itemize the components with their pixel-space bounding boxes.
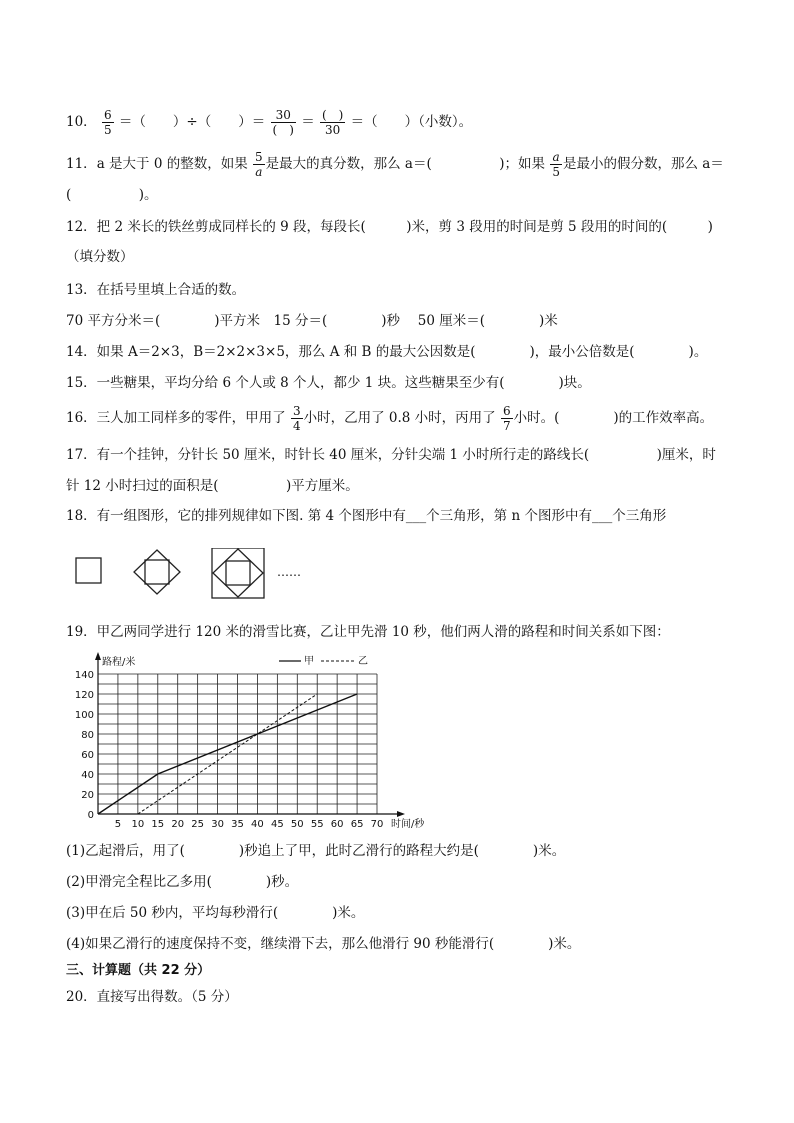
y-tick-label: 60 (81, 750, 94, 761)
figure-ellipsis: …… (277, 565, 301, 579)
q10-frac3-num: ( ) (322, 108, 344, 122)
x-tick-label: 50 (290, 819, 304, 830)
x-tick-label: 35 (231, 819, 244, 830)
question-15: 15．一些糖果，平均分给 6 个人或 8 个人，都少 1 块。这些糖果至少有( )块。 (66, 375, 591, 391)
q10-eq2: ＝ (301, 114, 315, 130)
figure-2-diamond (134, 550, 180, 594)
q11-f1-den: a (255, 165, 263, 179)
distance-time-chart (66, 652, 446, 834)
q13-line2: 70 平方分米＝( )平方米 15 分＝( )秒 50 厘米＝( )米 (66, 313, 558, 329)
y-tick-label: 0 (87, 810, 94, 821)
x-tick-label: 15 (151, 819, 165, 830)
q19-sub3: (3)甲在后 50 秒内，平均每秒滑行( )米。 (66, 905, 365, 921)
q11-text2: 是最大的真分数，那么 a＝( )；如果 (265, 156, 546, 172)
x-tick-label: 30 (211, 819, 224, 830)
section-3-title: 三、计算题（共 22 分） (66, 963, 211, 978)
question-11 (66, 150, 724, 179)
q16-f2-den: 7 (502, 419, 511, 433)
q10-frac2-den: ( ) (272, 123, 294, 137)
fraction-6-5 (102, 108, 114, 137)
q10-eq1: ＝（ ）÷（ ）＝ (118, 114, 266, 130)
q19-sub4: (4)如果乙滑行的速度保持不变，继续滑下去，那么他滑行 90 秒能滑行( )米。 (66, 936, 581, 952)
q12-line2: （填分数） (66, 249, 134, 265)
legend-jia-label: 甲 (304, 656, 314, 667)
y-tick-label: 120 (74, 690, 94, 701)
q17-line1: 17．有一个挂钟，分针长 50 厘米，时针长 40 厘米，分针尖端 1 小时所行走的路线长( )厘米，时 (66, 447, 716, 463)
fraction-30-blank (271, 108, 296, 137)
x-axis-label: 时间/秒 (391, 819, 425, 830)
q16-text3: 小时。( )的工作效率高。 (513, 410, 714, 426)
x-tick-label: 60 (330, 819, 344, 830)
x-tick-label: 70 (370, 819, 384, 830)
q13-line1: 13．在括号里填上合适的数。 (66, 282, 246, 298)
q16-f2-num: 6 (502, 404, 511, 418)
q11-f2-den: 5 (552, 165, 560, 179)
question-10 (66, 108, 472, 137)
q11-f2-num: a (550, 150, 562, 165)
y-tick-label: 100 (74, 710, 94, 721)
fraction-6-7 (501, 404, 513, 433)
q10-frac2-num: 30 (271, 108, 296, 123)
x-tick-label: 65 (350, 819, 364, 830)
figure-3-nested (212, 548, 264, 598)
q19-sub2: (2)甲滑完全程比乙多用( )秒。 (66, 874, 299, 890)
y-tick-label: 80 (81, 730, 94, 741)
question-14: 14．如果 A＝2×3，B＝2×2×3×5，那么 A 和 B 的最大公因数是( )，最小公倍数是( )。 (66, 344, 708, 360)
x-tick-label: 40 (251, 819, 264, 830)
question-16 (66, 404, 713, 433)
q11-text1: a 是大于 0 的整数，如果 (96, 156, 248, 172)
legend-yi-label: 乙 (358, 656, 368, 667)
chart-axes (95, 652, 405, 817)
q12-line1: 12．把 2 米长的铁丝剪成同样长的 9 段，每段长( )米，剪 3 段用的时间是剪 5 段用的时间的( ) (66, 219, 713, 235)
y-axis-label: 路程/米 (102, 657, 136, 668)
q10-tail: ＝（ ）（小数）。 (350, 114, 473, 130)
y-tick-label: 20 (81, 790, 94, 801)
fraction-a-5 (550, 150, 562, 179)
pattern-figures (70, 548, 330, 600)
x-tick-label: 45 (270, 819, 284, 830)
q11-number: 11． (66, 156, 97, 172)
q16-f1-num: 3 (292, 404, 301, 418)
x-tick-label: 20 (171, 819, 185, 830)
x-axis-arrow (397, 811, 405, 817)
q10-frac-num: 6 (103, 108, 112, 122)
x-tick-label: 25 (191, 819, 205, 830)
q16-text2: 小时，乙用了 0.8 小时，丙用了 (303, 410, 496, 426)
fraction-blank-30 (320, 108, 345, 137)
question-20: 20．直接写出得数。（5 分） (66, 989, 238, 1005)
q10-frac3-den: 30 (325, 123, 341, 137)
q11-f1-num: 5 (255, 150, 263, 164)
x-tick-label: 5 (114, 819, 122, 830)
q16-text1: 16．三人加工同样多的零件，甲用了 (66, 410, 286, 426)
y-tick-label: 140 (74, 670, 94, 681)
q17-line2: 针 12 小时扫过的面积是( )平方厘米。 (66, 478, 359, 494)
question-18: 18．有一组图形，它的排列规律如下图. 第 4 个图形中有___个三角形，第 n 个图形中有___个三角形 (66, 508, 667, 524)
q16-f1-den: 4 (292, 419, 301, 433)
fraction-3-4 (291, 404, 303, 433)
q10-frac-den: 5 (103, 123, 112, 137)
figure-1-square (76, 558, 101, 583)
q11-line2: ( )。 (66, 187, 158, 203)
fraction-5-a (253, 150, 265, 179)
q19-intro: 19．甲乙两同学进行 120 米的滑雪比赛，乙让甲先滑 10 秒，他们两人滑的路程和时间关系如下图： (66, 624, 670, 640)
x-tick-label: 55 (310, 819, 324, 830)
y-tick-label: 40 (81, 770, 94, 781)
q11-text3: 是最小的假分数，那么 a＝ (562, 156, 724, 172)
y-axis-arrow (95, 652, 101, 660)
chart-grid (98, 674, 377, 814)
q19-sub1: (1)乙起滑后，用了( )秒追上了甲，此时乙滑行的路程大约是( )米。 (66, 843, 566, 859)
q10-number: 10． (66, 114, 97, 130)
x-tick-label: 10 (131, 819, 145, 830)
